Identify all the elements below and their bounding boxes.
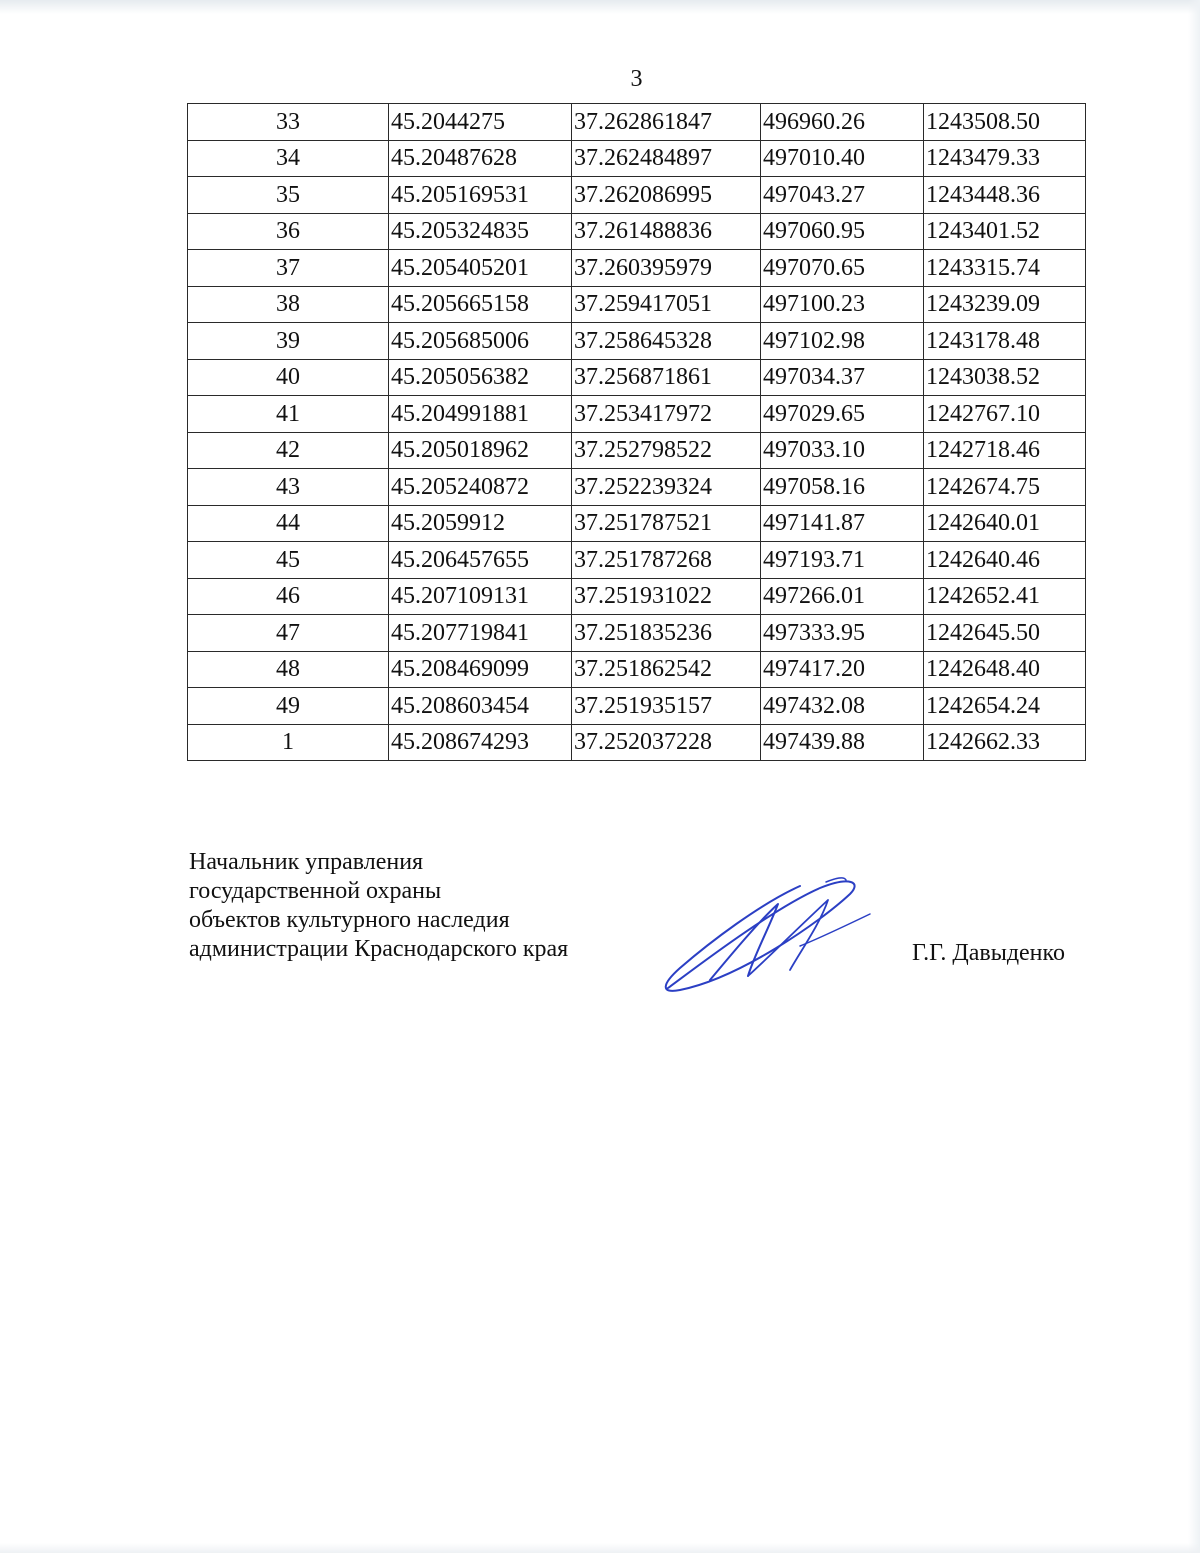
table-row (188, 323, 1086, 360)
scan-edge-bottom (0, 1543, 1200, 1553)
signatory-name: Г.Г. Давыденко (912, 940, 1065, 966)
coordinate-cell: 1242718.46 (924, 432, 1086, 469)
coordinate-cell: 497034.37 (761, 359, 924, 396)
coordinate-cell: 1242662.33 (924, 724, 1086, 761)
coordinate-cell: 497193.71 (761, 542, 924, 579)
table-row (188, 359, 1086, 396)
coordinate-cell: 1242674.75 (924, 469, 1086, 506)
coordinate-cell: 37.251862542 (572, 651, 761, 688)
coordinate-cell: 45.205405201 (389, 250, 572, 287)
coordinate-cell: 45.208469099 (389, 651, 572, 688)
coordinate-cell: 497439.88 (761, 724, 924, 761)
point-number-cell: 48 (188, 651, 389, 688)
point-number-cell: 42 (188, 432, 389, 469)
table-row (188, 286, 1086, 323)
coordinate-cell: 37.252239324 (572, 469, 761, 506)
coordinate-cell: 497043.27 (761, 177, 924, 214)
coordinate-cell: 45.206457655 (389, 542, 572, 579)
table-row (188, 396, 1086, 433)
coordinate-cell: 37.251787521 (572, 505, 761, 542)
point-number-cell: 41 (188, 396, 389, 433)
coordinate-cell: 496960.26 (761, 104, 924, 141)
table-row (188, 505, 1086, 542)
coordinate-cell: 1243508.50 (924, 104, 1086, 141)
signatory-title-line: Начальник управления (189, 849, 424, 875)
coordinate-cell: 45.2059912 (389, 505, 572, 542)
coordinate-cell: 37.259417051 (572, 286, 761, 323)
coordinate-cell: 1243315.74 (924, 250, 1086, 287)
coordinate-cell: 1242640.01 (924, 505, 1086, 542)
table-row (188, 432, 1086, 469)
point-number-cell: 40 (188, 359, 389, 396)
coordinate-cell: 1243178.48 (924, 323, 1086, 360)
point-number-cell: 49 (188, 688, 389, 725)
coordinate-cell: 1242640.46 (924, 542, 1086, 579)
coordinate-cell: 497010.40 (761, 140, 924, 177)
handwritten-signature (650, 860, 880, 1000)
point-number-cell: 46 (188, 578, 389, 615)
coordinate-cell: 45.205056382 (389, 359, 572, 396)
point-number-cell: 38 (188, 286, 389, 323)
table-row (188, 213, 1086, 250)
coordinate-cell: 37.251935157 (572, 688, 761, 725)
coordinate-cell: 1243239.09 (924, 286, 1086, 323)
point-number-cell: 33 (188, 104, 389, 141)
point-number-cell: 36 (188, 213, 389, 250)
scan-edge-right (1188, 0, 1200, 1553)
table-row (188, 688, 1086, 725)
coordinate-cell: 37.252798522 (572, 432, 761, 469)
coordinate-cell: 45.208603454 (389, 688, 572, 725)
coordinate-cell: 37.260395979 (572, 250, 761, 287)
coordinate-cell: 497333.95 (761, 615, 924, 652)
coordinate-cell: 1243038.52 (924, 359, 1086, 396)
coordinate-cell: 497141.87 (761, 505, 924, 542)
page-number: 3 (630, 66, 643, 92)
scan-edge-top (0, 0, 1200, 14)
table-row (188, 250, 1086, 287)
signatory-title (189, 848, 568, 964)
table-row (188, 469, 1086, 506)
point-number-cell: 34 (188, 140, 389, 177)
coordinate-cell: 37.256871861 (572, 359, 761, 396)
coordinate-cell: 45.2044275 (389, 104, 572, 141)
point-number-cell: 1 (188, 724, 389, 761)
coordinate-cell: 497029.65 (761, 396, 924, 433)
table-row (188, 578, 1086, 615)
coordinate-cell: 37.262861847 (572, 104, 761, 141)
coordinate-cell: 1242645.50 (924, 615, 1086, 652)
table-row (188, 724, 1086, 761)
coordinate-cell: 45.205685006 (389, 323, 572, 360)
coordinate-cell: 1242652.41 (924, 578, 1086, 615)
coordinate-cell: 497033.10 (761, 432, 924, 469)
point-number-cell: 45 (188, 542, 389, 579)
coordinate-cell: 45.205018962 (389, 432, 572, 469)
coordinate-cell: 1243479.33 (924, 140, 1086, 177)
point-number-cell: 47 (188, 615, 389, 652)
signatory-title-line: объектов культурного наследия (189, 907, 510, 933)
coordinate-cell: 1243448.36 (924, 177, 1086, 214)
table-row (188, 140, 1086, 177)
coordinates-table-body (188, 104, 1086, 761)
table-row (188, 651, 1086, 688)
signature-stroke (748, 900, 828, 976)
table-row (188, 177, 1086, 214)
coordinates-table (187, 103, 1086, 761)
coordinate-cell: 45.204991881 (389, 396, 572, 433)
coordinate-cell: 497060.95 (761, 213, 924, 250)
coordinate-cell: 1242648.40 (924, 651, 1086, 688)
table-row (188, 542, 1086, 579)
coordinate-cell: 1243401.52 (924, 213, 1086, 250)
signature-stroke (800, 914, 870, 946)
coordinate-cell: 45.205665158 (389, 286, 572, 323)
coordinate-cell: 45.205324835 (389, 213, 572, 250)
point-number-cell: 35 (188, 177, 389, 214)
coordinate-cell: 497266.01 (761, 578, 924, 615)
coordinate-cell: 45.208674293 (389, 724, 572, 761)
coordinate-cell: 37.262484897 (572, 140, 761, 177)
coordinate-cell: 1242654.24 (924, 688, 1086, 725)
coordinate-cell: 37.253417972 (572, 396, 761, 433)
point-number-cell: 39 (188, 323, 389, 360)
coordinate-cell: 45.205169531 (389, 177, 572, 214)
signature-stroke (666, 881, 855, 990)
point-number-cell: 43 (188, 469, 389, 506)
coordinate-cell: 37.251787268 (572, 542, 761, 579)
coordinate-cell: 497100.23 (761, 286, 924, 323)
point-number-cell: 44 (188, 505, 389, 542)
coordinate-cell: 37.251931022 (572, 578, 761, 615)
point-number-cell: 37 (188, 250, 389, 287)
coordinate-cell: 37.261488836 (572, 213, 761, 250)
signatory-title-line: администрации Краснодарского края (189, 936, 569, 962)
coordinate-cell: 37.252037228 (572, 724, 761, 761)
coordinate-cell: 37.262086995 (572, 177, 761, 214)
signature-stroke (710, 904, 778, 980)
coordinate-cell: 37.251835236 (572, 615, 761, 652)
coordinate-cell: 497070.65 (761, 250, 924, 287)
coordinate-cell: 497102.98 (761, 323, 924, 360)
coordinate-cell: 45.20487628 (389, 140, 572, 177)
signatory-title-line: государственной охраны (189, 878, 442, 904)
coordinate-cell: 37.258645328 (572, 323, 761, 360)
table-row (188, 615, 1086, 652)
table-row (188, 104, 1086, 141)
coordinate-cell: 45.207719841 (389, 615, 572, 652)
coordinate-cell: 45.205240872 (389, 469, 572, 506)
coordinate-cell: 45.207109131 (389, 578, 572, 615)
coordinate-cell: 497058.16 (761, 469, 924, 506)
coordinate-cell: 1242767.10 (924, 396, 1086, 433)
coordinate-cell: 497417.20 (761, 651, 924, 688)
coordinate-cell: 497432.08 (761, 688, 924, 725)
